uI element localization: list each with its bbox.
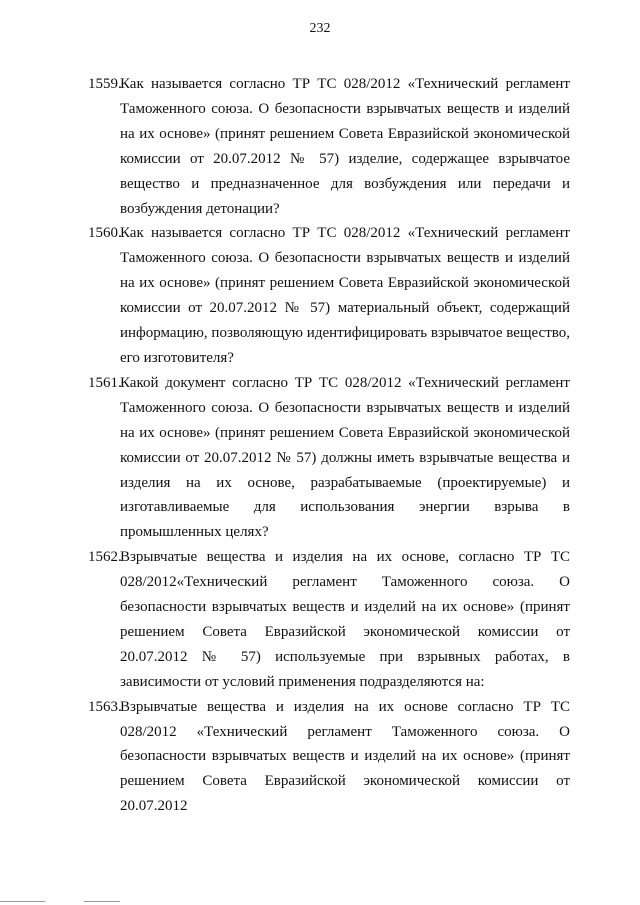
- footer-divider: [0, 901, 45, 902]
- question-item: [88, 221, 570, 370]
- footer-divider: [84, 901, 120, 902]
- question-list: [88, 72, 570, 819]
- question-text: Как называется согласно ТР ТС 028/2012 «Технический регламент Таможенного союза. О безопасности взрывчатых веществ и изделий на их основе» (принят решением Совета Евразийской экономической комиссии от 20.07.2012 № 57) материальный объект, содержащий информацию, позволяющую идентифицировать взрывчатое вещество, его изготовителя?: [120, 225, 570, 366]
- question-number: 1563.: [88, 698, 122, 715]
- question-text: Какой документ согласно ТР ТС 028/2012 «Технический регламент Таможенного союза. О безопасности взрывчатых веществ и изделий на их основе» (принят решением Совета Евразийской экономической комиссии от 20.07.2012 № 57) должны иметь взрывчатые вещества и изделия на их основе, разрабатываемые (проектируемые) и изготавливаемые для использования энергии взрыва в промышленных целях?: [120, 374, 570, 541]
- question-item: [88, 545, 570, 694]
- question-number: 1561.: [88, 374, 122, 391]
- question-number: 1562.: [88, 549, 122, 566]
- question-item: [88, 371, 570, 545]
- question-item: [88, 695, 570, 820]
- question-text: Взрывчатые вещества и изделия на их основе, согласно ТР ТС 028/2012«Технический регламент Таможенного союза. О безопасности взрывчатых веществ и изделий на их основе» (принят решением Совета Евразийской экономической комиссии от 20.07.2012 № 57) используемые при взрывных работах, в зависимости от условий применения подразделяются на:: [120, 549, 570, 690]
- question-text: Как называется согласно ТР ТС 028/2012 «Технический регламент Таможенного союза. О безопасности взрывчатых веществ и изделий на их основе» (принят решением Совета Евразийской экономической комиссии от 20.07.2012 № 57) изделие, содержащее взрывчатое вещество и предназначенное для возбуждения или передачи и возбуждения детонации?: [120, 76, 570, 217]
- page-number: 232: [309, 21, 331, 36]
- question-item: [88, 72, 570, 221]
- question-text: Взрывчатые вещества и изделия на их основе согласно ТР ТС 028/2012 «Технический регламент Таможенного союза. О безопасности взрывчатых веществ и изделий на их основе» (принят решением Совета Евразийской экономической комиссии от 20.07.2012: [120, 698, 570, 815]
- question-number: 1560.: [88, 225, 122, 242]
- question-number: 1559.: [88, 76, 122, 92]
